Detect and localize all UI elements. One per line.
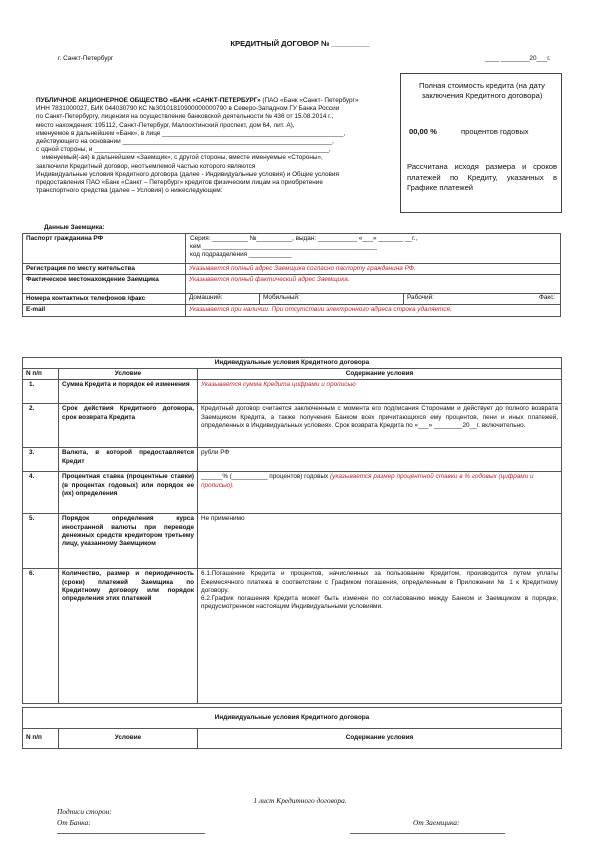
bank-short-name: (ПАО «Банк «Санкт- Петербург» — [262, 97, 359, 104]
actual-address-label: Фактическое местонахождение Заемщика — [23, 275, 186, 294]
row-content-note: (указывается размер процентной ставки в % годовых (цифрами и прописью). — [201, 473, 534, 489]
table-row — [23, 472, 562, 514]
registration-label: Регистрация по месту жительства — [23, 264, 186, 275]
email-value: Указывается при наличии. При отсутствии электронного адреса строка удаляется. — [186, 305, 561, 316]
cost-percent-label: процентов годовых — [461, 127, 529, 136]
bank-name: ПУБЛИЧНОЕ АКЦИОНЕРНОЕ ОБЩЕСТВО «БАНК «САНКТ-ПЕТЕРБУРГ» — [36, 97, 261, 104]
row-content: рубли РФ — [198, 448, 562, 472]
row-num: 1. — [23, 380, 59, 404]
col-cond-header: Условие — [59, 729, 198, 749]
row-content: Указывается сумма Кредита цифрами и прописью — [198, 380, 562, 404]
col-content-header: Содержание условия — [198, 729, 562, 749]
col-num-header: N п/п — [23, 729, 59, 749]
cost-percent: 00,00 % — [409, 127, 437, 136]
row-content-2: 6.2.График погашения Кредита может быть изменен по согласованию между Банком и Заемщиком в порядке, предусмотренном настоящим Индивидуальными условиями. — [201, 595, 558, 611]
cost-box-note: Рассчитана исходя размера и сроков платежей по Кредиту, указанных в Графике платежей — [407, 162, 557, 192]
from-bank-label: От Банка: — [57, 818, 91, 827]
row-content: Не применимо — [198, 514, 562, 569]
col-content-header: Содержание условия — [198, 369, 562, 380]
actual-address-value: Указывается полный фактический адрес Заемщика. — [186, 275, 561, 294]
passport-issuer-line: кем _________________________________________________ — [190, 243, 377, 251]
cost-box-header: Полная стоимость кредита (на дату заключения Кредитного договора) — [419, 81, 545, 100]
full-cost-box — [400, 73, 562, 213]
page-note: 1 лист Кредитного договора. — [253, 796, 347, 805]
row-content: ______% (__________ процентов) годовых — [201, 473, 329, 481]
phone-work: Рабочий: — [407, 294, 434, 302]
row-num: 3. — [23, 448, 59, 472]
terms-heading: Индивидуальные условия Кредитного договора — [23, 358, 562, 369]
col-cond-header: Условие — [59, 369, 198, 380]
table-row — [23, 514, 562, 569]
preamble-line: Индивидуальные условия Кредитного договора (далее - Индивидуальные условия) и Общие условия — [36, 170, 339, 178]
row-cond: Количество, размер и периодичность (сроки) платежей Заемщика по Кредитному договору или порядок определения этих платежей — [59, 569, 198, 704]
phones-label: Номера контактных телефонов /факс — [23, 294, 186, 305]
borrower-heading: Данные Заемщика: — [44, 224, 105, 231]
preamble-line: место нахождения: 195112, Санкт-Петербург, Малоохтинский проспект, дом 64, лит. А), — [36, 121, 295, 129]
terms-table-continued — [22, 707, 562, 749]
table-row — [23, 380, 562, 404]
city: г. Санкт-Петербург — [58, 55, 114, 62]
terms-table — [22, 357, 562, 704]
row-content-cell — [198, 569, 562, 704]
row-content-cell — [198, 472, 562, 514]
row-cond: Срок действия Кредитного договора, срок возврата Кредита — [59, 404, 198, 448]
row-cond: Валюта, в которой предоставляется Кредит — [59, 448, 198, 472]
preamble-line: именуемое в дальнейшем «Банк», в лице ___________________________________________________, — [36, 129, 346, 137]
row-num: 2. — [23, 404, 59, 448]
preamble — [36, 97, 396, 195]
borrower-table — [22, 233, 561, 317]
preamble-line: ИНН 7831000027, БИК 044030790 КС №30101810900000000790 в Северо-Западном ГУ Банка России — [36, 105, 340, 113]
phone-fax: Факс: — [539, 294, 556, 302]
bank-line — [36, 97, 396, 105]
phone-mobile: Мобильный: — [260, 294, 404, 304]
terms2-heading: Индивидуальные условия Кредитного договора — [23, 708, 562, 729]
row-num: 6. — [23, 569, 59, 704]
col-num-header: N п/п — [23, 369, 59, 380]
from-borrower-label: От Заемщика: — [413, 818, 460, 827]
row-cond: Порядок определения курса иностранной валюты при переводе денежных средств кредитором третьему лицу, указанному Заемщиком — [59, 514, 198, 569]
preamble-line: по Санкт-Петербургу, лицензия на осуществление банковской деятельности № 436 от 15.08.2014 г., — [36, 113, 334, 121]
preamble-line: с одной стороны, и __________________________________________________________________, — [36, 146, 331, 154]
row-content: Кредитный договор считается заключенным с момента его подписания Сторонами и действует до полного возврата Заемщиком Кредита, а также получения Банком всех причитающихся ему процентов, пени и иных платежей, определенных в Индивидуальных условиях. Срок возврата Кредита по «___» ________20__г. включительно. — [198, 404, 562, 448]
phones-row — [186, 294, 560, 304]
preamble-line: предоставления ПАО «Банк «Санкт – Петербург» кредитов физическим лицам на приобретение — [36, 179, 323, 187]
row-cond: Сумма Кредита и порядок её изменения — [59, 380, 198, 404]
passport-label: Паспорт гражданина РФ — [23, 234, 186, 264]
passport-code-line: код подразделения ____________ — [190, 251, 292, 259]
row-num: 5. — [23, 514, 59, 569]
phones-cell — [186, 294, 561, 305]
preamble-line: действующего на основании ___________________________________________________________, — [36, 138, 334, 146]
row-content: 6.1.Погашение Кредита и процентов, начисленных за пользование Кредитом, производится путем уплаты Ежемесячного платежа в соответствии с Графиком погашения, определенным в Приложении № 1 к Кредитному договору. — [201, 570, 558, 594]
passport-cell — [186, 234, 561, 264]
row-cond: Процентная ставка (процентные ставки) (в процентах годовых) или порядок ее (их) определения — [59, 472, 198, 514]
table-row — [23, 448, 562, 472]
passport-series-line: Серия: __________ №__________, выдан: ___________ «___» _______ __г., — [190, 235, 418, 242]
phone-home: Домашний: — [186, 294, 260, 304]
row-num: 4. — [23, 472, 59, 514]
table-row — [23, 404, 562, 448]
signatures-label: Подписи сторон: — [57, 807, 112, 816]
date-line: ____ ________20___г. — [485, 55, 551, 62]
preamble-line: транспортного средства (далее – Условия) о нижеследующем: — [36, 187, 223, 195]
table-row — [23, 569, 562, 704]
email-label: E-mail — [23, 305, 186, 316]
preamble-line: заключили Кредитный договор, неотъемлемой частью которого являются — [36, 162, 256, 170]
preamble-line: именуемый(-ая) в дальнейшем «Заемщик», с другой стороны, вместе именуемые «Стороны», — [42, 154, 323, 162]
registration-value: Указывается полный адрес Заемщика согласно паспорту гражданина РФ. — [186, 264, 561, 275]
borrower-signature-line — [350, 833, 505, 834]
bank-signature-line — [57, 833, 205, 834]
document-title: КРЕДИТНЫЙ ДОГОВОР № _________ — [230, 39, 370, 48]
